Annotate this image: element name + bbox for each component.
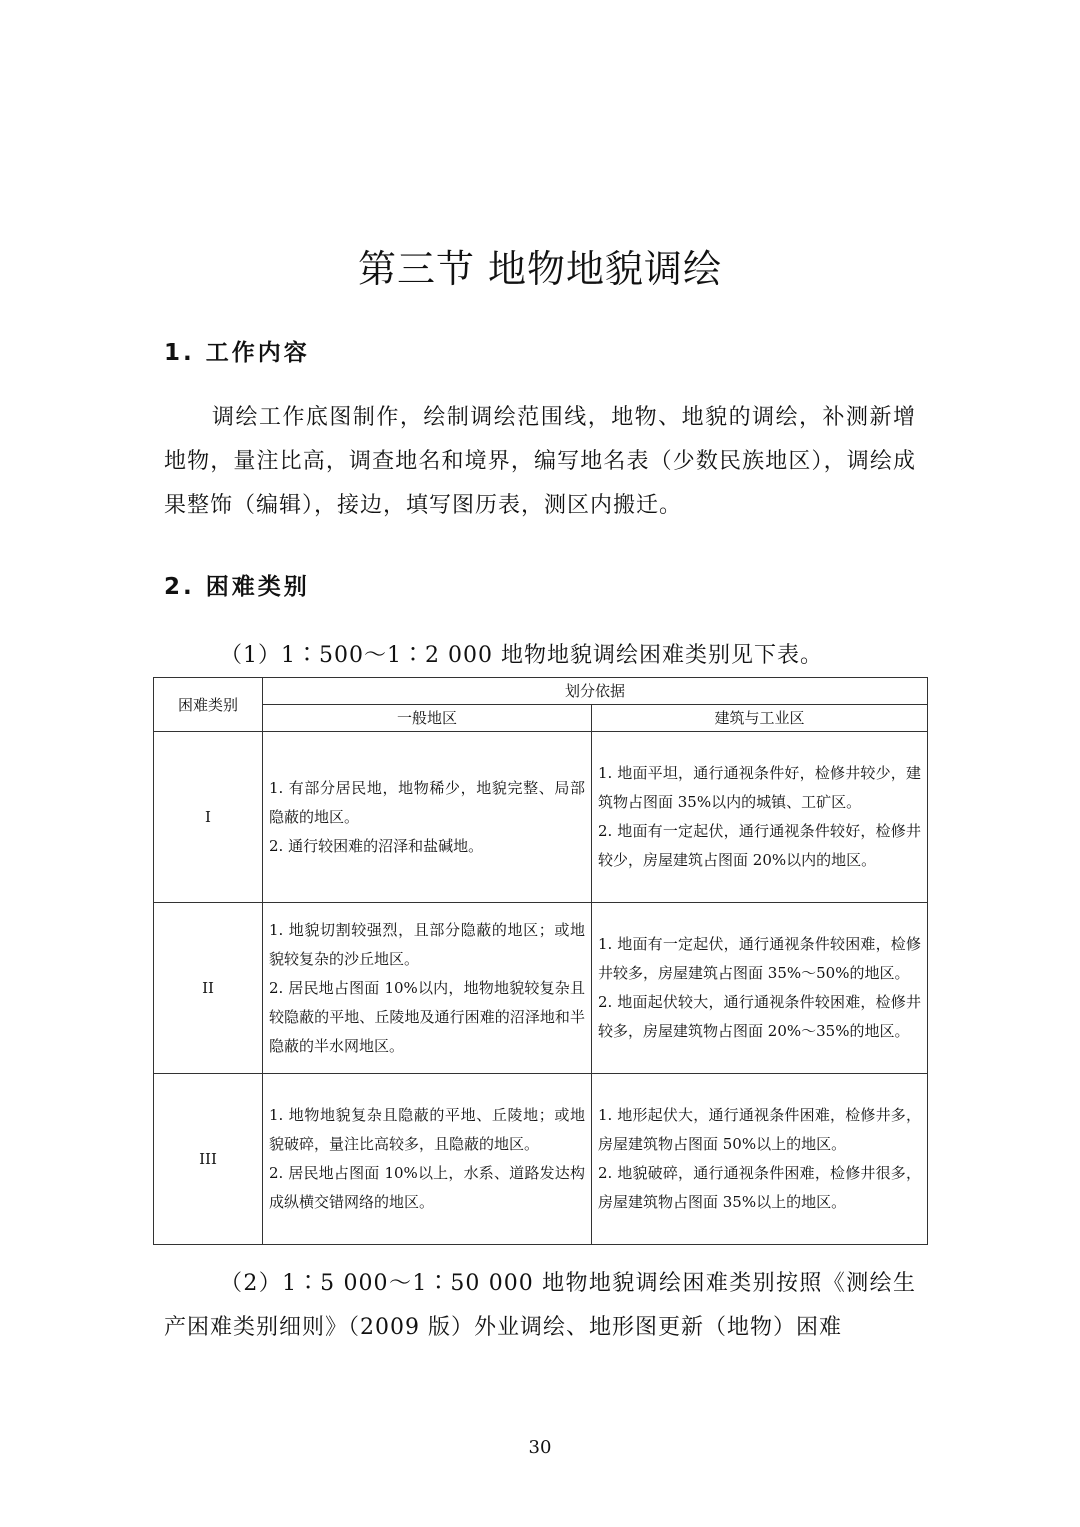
general-item: 1. 地貌切割较强烈，且部分隐蔽的地区；或地貌较复杂的沙丘地区。 (269, 920, 585, 968)
general-cell (263, 732, 592, 903)
industrial-item: 2. 地面有一定起伏，通行通视条件较好，检修井较少，房屋建筑占图面 20%以内的地区。 (598, 822, 922, 869)
section-heading-difficulty: 2. 困难类别 (164, 574, 310, 600)
general-cell (263, 903, 592, 1074)
industrial-item: 1. 地面平坦，通行通视条件好，检修井较少，建筑物占图面 35%以内的城镇、工矿区。 (598, 764, 922, 811)
general-item: 1. 地物地貌复杂且隐蔽的平地、丘陵地；或地貌破碎，量注比高较多，且隐蔽的地区。 (269, 1106, 585, 1153)
industrial-item: 2. 地貌破碎，通行通视条件困难，检修井很多，房屋建筑物占图面 35%以上的地区。 (598, 1164, 922, 1211)
page-number: 30 (528, 1437, 552, 1458)
table-caption: （1）1∶500～1∶2 000 地物地貌调绘困难类别见下表。 (220, 643, 823, 668)
general-item: 1. 有部分居民地，地物稀少，地貌完整、局部隐蔽的地区。 (269, 778, 585, 826)
industrial-item: 1. 地形起伏大，通行通视条件困难，检修井多，房屋建筑物占图面 50%以上的地区。 (598, 1106, 922, 1153)
general-item: 2. 居民地占图面 10%以上，水系、道路发达构成纵横交错网络的地区。 (269, 1164, 585, 1211)
category-cell: II (154, 903, 263, 1074)
header-industrial-area: 建筑与工业区 (592, 705, 928, 732)
general-item: 2. 居民地占图面 10%以内，地物地貌较复杂且较隐蔽的平地、丘陵地及通行困难的沼泽地和半隐蔽的半水网地区。 (269, 978, 585, 1055)
table-row (154, 1074, 928, 1245)
table-subheader-row (154, 705, 928, 732)
industrial-item: 2. 地面起伏较大，通行通视条件较困难，检修井较多，房屋建筑物占图面 20%～35%的地区。 (598, 993, 922, 1040)
category-cell: I (154, 732, 263, 903)
header-category: 困难类别 (154, 678, 263, 732)
table-header-row (154, 678, 928, 705)
general-item: 2. 通行较困难的沼泽和盐碱地。 (269, 836, 484, 855)
section-heading-work-content: 1. 工作内容 (164, 340, 310, 366)
page-title: 第三节 地物地貌调绘 (357, 247, 723, 291)
header-general-area: 一般地区 (263, 705, 592, 732)
general-cell (263, 1074, 592, 1245)
difficulty-table-container (153, 677, 927, 1245)
industrial-cell (592, 732, 928, 903)
header-basis: 划分依据 (263, 678, 928, 705)
industrial-item: 1. 地面有一定起伏，通行通视条件较困难，检修井较多，房屋建筑占图面 35%～50%的地区。 (598, 935, 922, 982)
industrial-cell (592, 1074, 928, 1245)
table-row (154, 903, 928, 1074)
difficulty-paragraph-2: （2）1∶5 000～1∶50 000 地物地貌调绘困难类别按照《测绘生产困难类别细则》（2009 版）外业调绘、地形图更新（地物）困难 (164, 1271, 916, 1340)
table-row (154, 732, 928, 903)
work-content-paragraph: 调绘工作底图制作，绘制调绘范围线，地物、地貌的调绘，补测新增地物，量注比高，调查地名和境界，编写地名表（少数民族地区），调绘成果整饰（编辑），接边，填写图历表，测区内搬迁。 (164, 405, 916, 518)
category-cell: III (154, 1074, 263, 1245)
industrial-cell (592, 903, 928, 1074)
difficulty-table (153, 677, 928, 1245)
